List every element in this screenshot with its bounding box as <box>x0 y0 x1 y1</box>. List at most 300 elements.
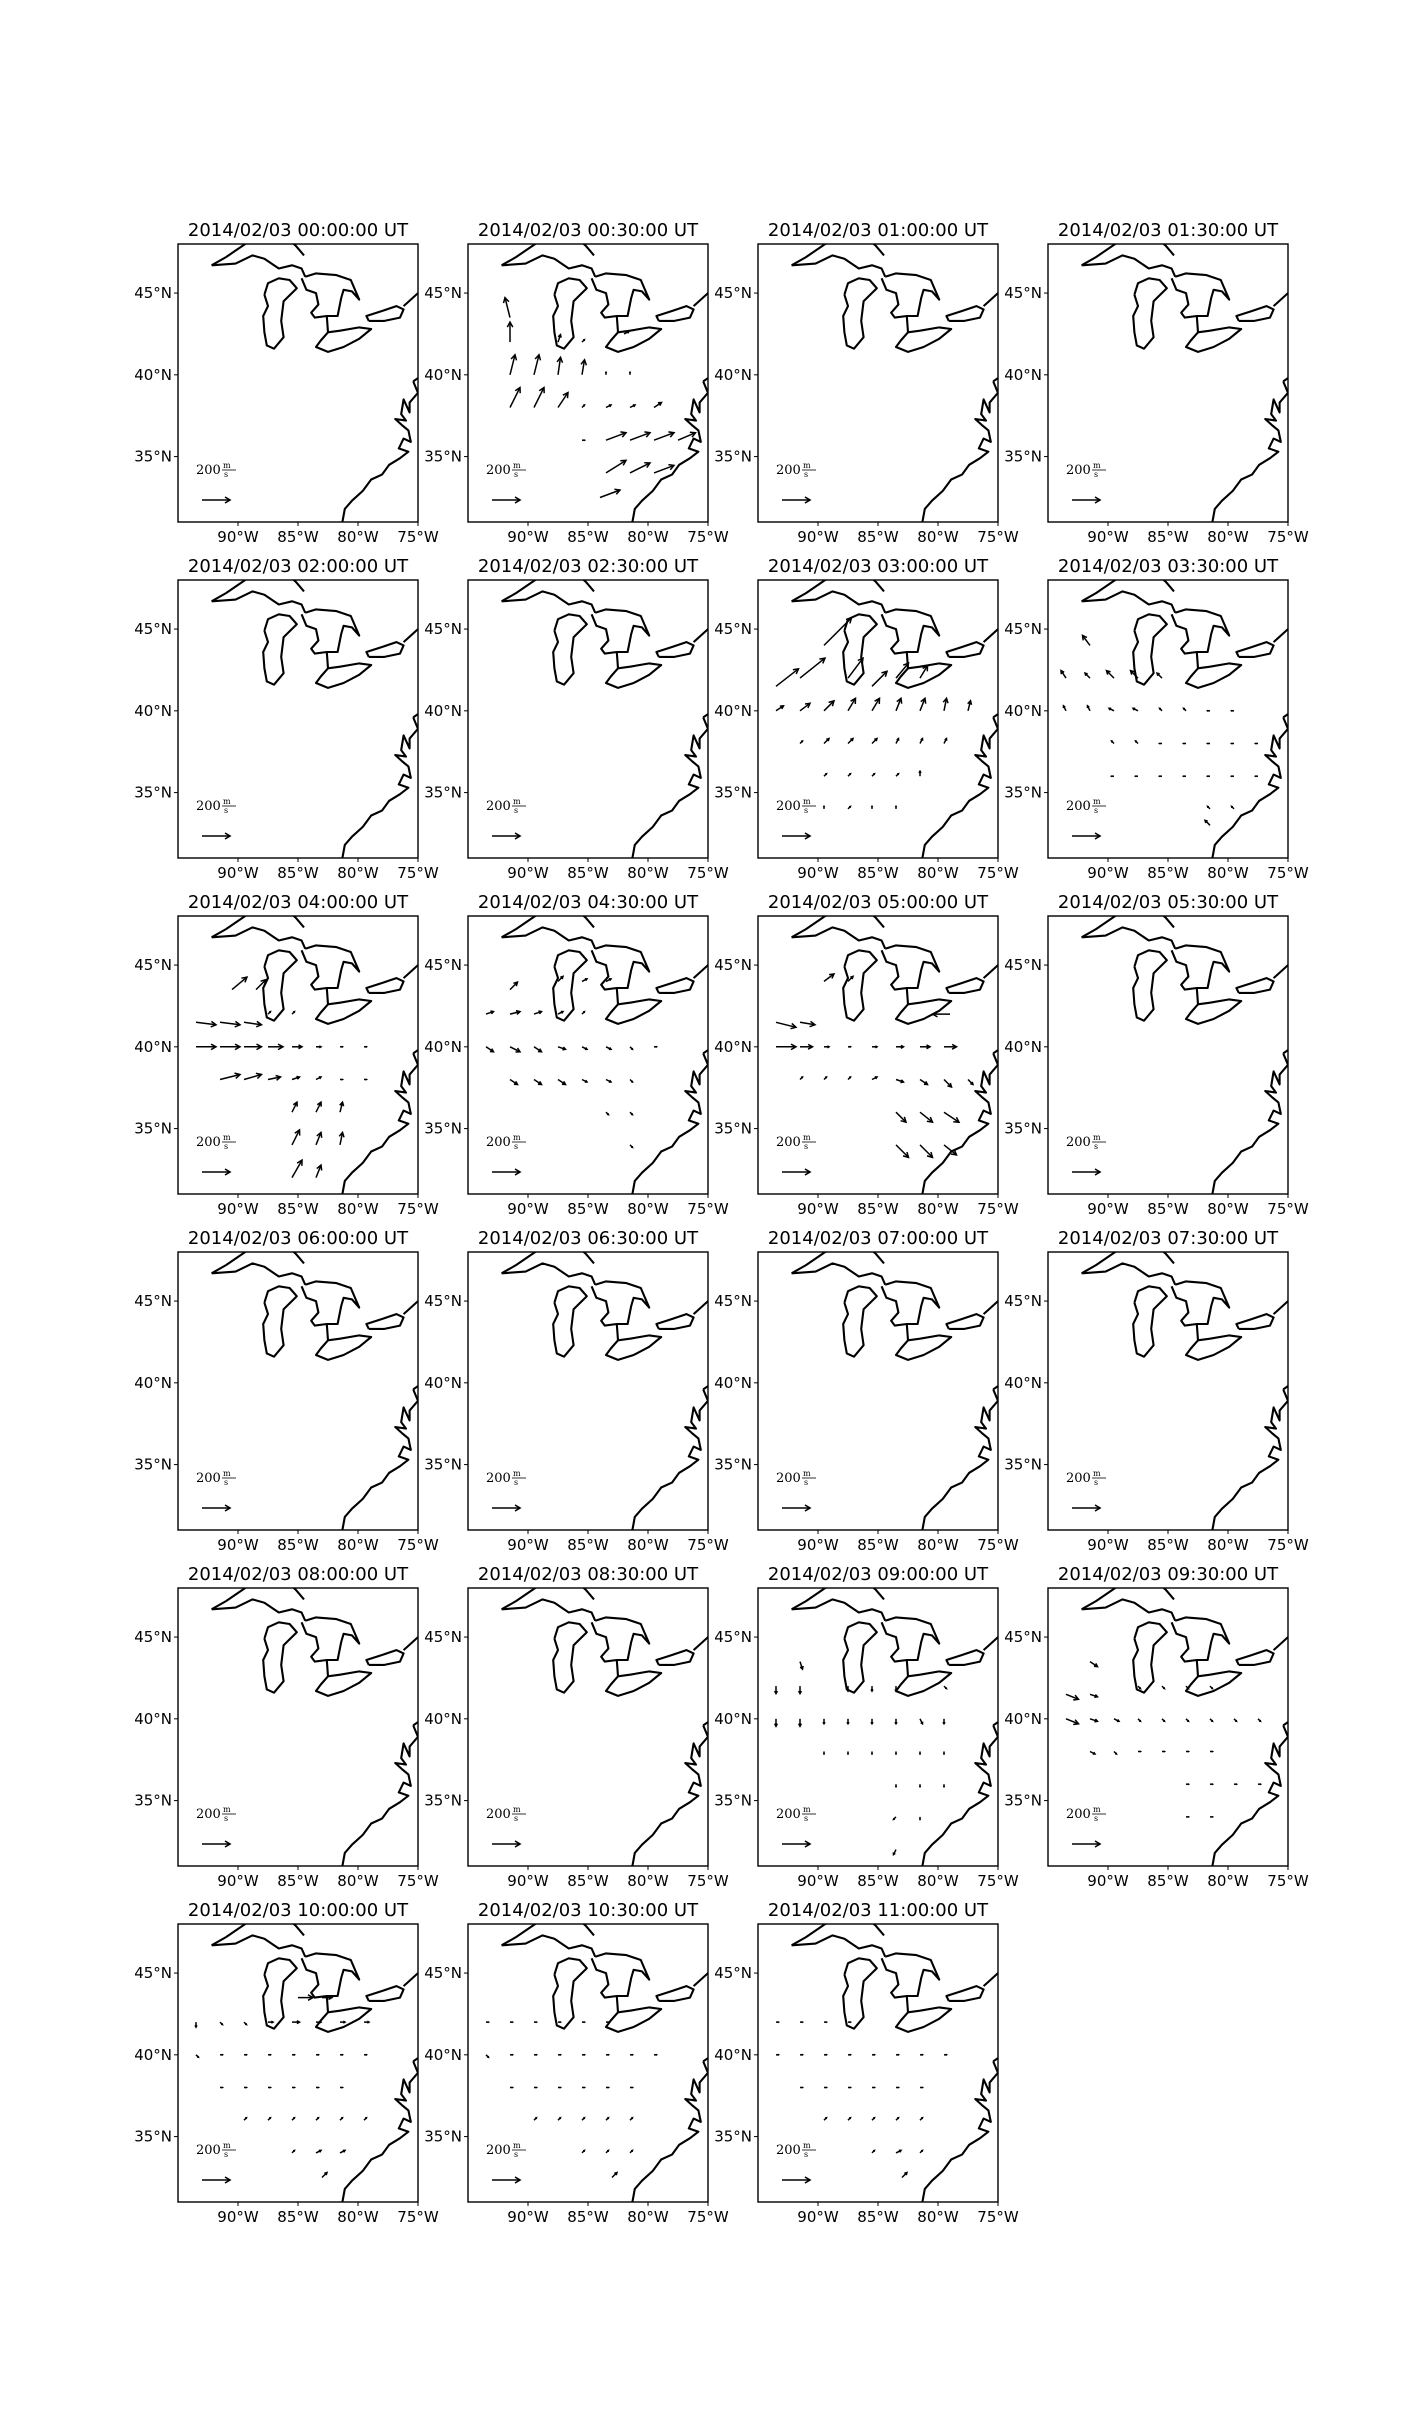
x-tick-label: 75°W <box>397 1872 439 1890</box>
wind-vector-head <box>271 2021 273 2023</box>
wind-vector-head <box>895 1689 897 1691</box>
x-tick-label: 75°W <box>977 1200 1019 1218</box>
quiver-key-units-num: m <box>1093 797 1101 806</box>
wind-vector-head <box>778 2054 779 2055</box>
wind-vector-head <box>847 1689 849 1691</box>
y-tick-label: 35°N <box>714 1455 752 1474</box>
coastline <box>212 1599 306 1620</box>
x-tick-label: 90°W <box>217 1536 259 1554</box>
wind-vector-head <box>1115 1753 1116 1754</box>
wind-vector-head <box>1139 1720 1140 1721</box>
wind-vector-head <box>896 806 897 807</box>
map-layer <box>486 1911 732 2223</box>
quiver-key-units-den: s <box>1094 1478 1099 1487</box>
coastline <box>263 1622 297 1692</box>
quiver-key-units-den: s <box>514 806 519 815</box>
x-tick-label: 90°W <box>507 2208 549 2226</box>
x-tick-label: 85°W <box>857 2208 899 2226</box>
y-tick-label: 40°N <box>1004 701 1042 720</box>
panel-frame <box>758 1924 998 2202</box>
panel-frame <box>758 580 998 858</box>
y-tick-label: 35°N <box>424 783 462 802</box>
wind-vector-head <box>1256 743 1257 744</box>
quiver-key-label: 200 <box>776 1807 801 1822</box>
coastline <box>843 1622 877 1692</box>
quiver-key-units-den: s <box>1094 806 1099 815</box>
x-tick-label: 85°W <box>277 864 319 882</box>
coastline <box>922 1053 998 1194</box>
x-tick-label: 75°W <box>397 2208 439 2226</box>
wind-vector-head <box>1163 1720 1164 1721</box>
quiver-key-units-den: s <box>514 2150 519 2159</box>
coastline <box>263 1286 297 1356</box>
wind-vector-head <box>584 440 585 441</box>
y-tick-label: 40°N <box>714 365 752 384</box>
wind-vector-head <box>246 2087 247 2088</box>
quiver-key-label: 200 <box>486 1807 511 1822</box>
quiver-key-units-num: m <box>223 1469 231 1478</box>
x-tick-label: 80°W <box>627 1200 669 1218</box>
panel <box>1004 556 1312 882</box>
coastline <box>553 614 587 684</box>
quiver-key-label: 200 <box>1066 463 1091 478</box>
panel-frame <box>178 1252 418 1530</box>
quiver-key-units-den: s <box>1094 470 1099 479</box>
wind-vector-head <box>872 1753 873 1754</box>
wind-vector-head <box>246 2054 247 2055</box>
coastline <box>502 1263 596 1284</box>
wind-vector-head <box>536 2022 537 2023</box>
y-tick-label: 45°N <box>134 1292 172 1311</box>
wind-vector-head <box>1184 776 1185 777</box>
panel-title: 2014/02/03 04:30:00 UT <box>477 892 699 913</box>
panel-frame <box>758 1252 998 1530</box>
wind-vector-head <box>920 1819 921 1820</box>
coastline <box>632 381 708 522</box>
x-tick-label: 75°W <box>687 1536 729 1554</box>
wind-vector-head <box>1235 1720 1236 1721</box>
quiver-key-units-den: s <box>804 2150 809 2159</box>
x-tick-label: 90°W <box>507 528 549 546</box>
quiver-key-units-num: m <box>223 2141 231 2150</box>
coastline <box>1274 955 1306 978</box>
wind-vector-head <box>631 1113 632 1114</box>
wind-vector-head <box>1232 743 1233 744</box>
x-tick-label: 80°W <box>337 1200 379 1218</box>
quiver-key-units-num: m <box>803 1469 811 1478</box>
wind-vector <box>232 977 247 990</box>
wind-vector-head <box>778 2022 779 2023</box>
panel-frame <box>468 1924 708 2202</box>
wind-vector <box>800 658 825 678</box>
wind-vector <box>606 460 626 473</box>
quiver-key-label: 200 <box>776 1135 801 1150</box>
panel <box>134 892 442 1218</box>
coastline <box>553 950 587 1020</box>
coastline <box>553 278 587 348</box>
coastline <box>946 1650 983 1665</box>
x-tick-label: 75°W <box>1267 528 1309 546</box>
map-layer <box>776 903 1022 1215</box>
wind-vector-head <box>1163 1687 1164 1688</box>
map-layer <box>502 1239 732 1551</box>
y-tick-label: 40°N <box>714 1037 752 1056</box>
coastline <box>263 950 297 1020</box>
wind-vector-head <box>656 2054 657 2055</box>
x-tick-label: 80°W <box>917 1536 959 1554</box>
coastline <box>366 1986 403 2001</box>
coastline <box>263 278 297 348</box>
quiver-key-units-den: s <box>224 1814 229 1823</box>
quiver-key-label: 200 <box>1066 1471 1091 1486</box>
panel <box>134 1564 442 1890</box>
quiver-key-label: 200 <box>196 463 221 478</box>
y-tick-label: 40°N <box>424 701 462 720</box>
quiver-key-label: 200 <box>776 799 801 814</box>
y-tick-label: 35°N <box>1004 447 1042 466</box>
coastline <box>843 614 877 684</box>
coastline <box>984 1963 1016 1986</box>
panel <box>424 1564 732 1890</box>
quiver-key-label: 200 <box>196 1135 221 1150</box>
panel-title: 2014/02/03 02:00:00 UT <box>187 556 409 577</box>
wind-vector-head <box>1211 1687 1212 1688</box>
x-tick-label: 85°W <box>277 2208 319 2226</box>
coastline <box>1082 1599 1176 1620</box>
x-tick-label: 90°W <box>1087 528 1129 546</box>
y-tick-label: 35°N <box>134 447 172 466</box>
wind-vector <box>872 671 887 686</box>
coastline <box>342 2061 418 2202</box>
wind-vector-head <box>1136 776 1137 777</box>
y-tick-label: 45°N <box>714 1292 752 1311</box>
quiver-key-units-den: s <box>804 1142 809 1151</box>
x-tick-label: 80°W <box>1207 864 1249 882</box>
wind-vector-head <box>512 2022 513 2023</box>
wind-vector-head <box>319 1046 321 1048</box>
y-tick-label: 35°N <box>714 1119 752 1138</box>
quiver-key-units-num: m <box>1093 1805 1101 1814</box>
y-tick-label: 45°N <box>424 956 462 975</box>
x-tick-label: 75°W <box>977 1872 1019 1890</box>
y-tick-label: 40°N <box>714 1373 752 1392</box>
x-tick-label: 80°W <box>337 1872 379 1890</box>
panel <box>714 220 1022 546</box>
wind-vector-head <box>895 1722 897 1724</box>
x-tick-label: 75°W <box>977 2208 1019 2226</box>
quiver-key-label: 200 <box>1066 1135 1091 1150</box>
wind-vector-head <box>850 2054 851 2055</box>
y-tick-label: 35°N <box>1004 1791 1042 1810</box>
panel-frame <box>758 244 998 522</box>
wind-vector-head <box>875 1046 877 1048</box>
panel-frame <box>178 580 418 858</box>
wind-vector-head <box>1232 710 1233 711</box>
wind-vector <box>534 388 544 408</box>
y-tick-label: 35°N <box>424 2127 462 2146</box>
wind-vector-head <box>222 2087 223 2088</box>
coastline <box>632 2061 708 2202</box>
map-layer <box>212 1239 442 1551</box>
wind-vector-head <box>607 1113 608 1114</box>
coastline <box>1133 1622 1167 1692</box>
wind-vector-head <box>827 1046 829 1048</box>
panel-title: 2014/02/03 06:00:00 UT <box>187 1228 409 1249</box>
y-tick-label: 40°N <box>424 1037 462 1056</box>
wind-vector-head <box>560 2054 561 2055</box>
quiver-key-units-den: s <box>224 1478 229 1487</box>
wind-vector-head <box>536 2087 537 2088</box>
y-tick-label: 45°N <box>714 1628 752 1647</box>
wind-vector-head <box>850 2022 851 2023</box>
y-tick-label: 35°N <box>714 447 752 466</box>
panel-title: 2014/02/03 08:00:00 UT <box>187 1564 409 1585</box>
quiver-key-label: 200 <box>486 1135 511 1150</box>
wind-vector-head <box>896 1786 897 1787</box>
x-tick-label: 80°W <box>627 1536 669 1554</box>
wind-vector-head <box>826 2087 827 2088</box>
coastline <box>922 717 998 858</box>
wind-vector-head <box>802 2087 803 2088</box>
panel-title: 2014/02/03 05:00:00 UT <box>767 892 989 913</box>
coastline <box>502 255 596 276</box>
coastline <box>263 614 297 684</box>
coastline <box>1236 1314 1273 1329</box>
quiver-key-units-den: s <box>514 1478 519 1487</box>
wind-vector <box>776 669 799 687</box>
panel <box>714 556 1022 882</box>
wind-vector-head <box>512 2054 513 2055</box>
map-layer <box>212 231 442 543</box>
quiver-key-label: 200 <box>776 2143 801 2158</box>
panel-title: 2014/02/03 03:30:00 UT <box>1057 556 1279 577</box>
panel <box>134 1228 442 1554</box>
coastline <box>656 1314 693 1329</box>
coastline <box>366 306 403 321</box>
x-tick-label: 90°W <box>507 1872 549 1890</box>
quiver-key-label: 200 <box>196 1471 221 1486</box>
panel-frame <box>468 1252 708 1530</box>
wind-vector-head <box>1208 776 1209 777</box>
wind-vector-head <box>318 2087 319 2088</box>
panel <box>714 1900 1022 2226</box>
panel-title: 2014/02/03 05:30:00 UT <box>1057 892 1279 913</box>
x-tick-label: 80°W <box>917 864 959 882</box>
coastline <box>366 1314 403 1329</box>
coastline <box>843 1958 877 2028</box>
x-tick-label: 90°W <box>1087 1872 1129 1890</box>
coastline <box>1133 1286 1167 1356</box>
wind-vector-head <box>560 2022 561 2023</box>
wind-vector-head <box>874 2087 875 2088</box>
coastline <box>843 950 877 1020</box>
wind-vector <box>510 388 520 408</box>
x-tick-label: 80°W <box>627 864 669 882</box>
wind-vector-head <box>1212 1817 1213 1818</box>
x-tick-label: 90°W <box>217 1200 259 1218</box>
coastline <box>342 717 418 858</box>
coastline <box>1274 283 1306 306</box>
panel-frame <box>178 1924 418 2202</box>
y-tick-label: 45°N <box>424 1628 462 1647</box>
map-layer <box>1082 231 1312 543</box>
panel-frame <box>178 916 418 1194</box>
quiver-key-label: 200 <box>776 463 801 478</box>
coastline <box>656 306 693 321</box>
wind-vector-head <box>1184 743 1185 744</box>
map-layer <box>502 1575 732 1887</box>
quiver-key-units-num: m <box>1093 1133 1101 1142</box>
wind-vector-head <box>920 1786 921 1787</box>
y-tick-label: 35°N <box>424 1791 462 1810</box>
wind-vector-head <box>656 1046 657 1047</box>
panel <box>134 556 442 882</box>
quiver-key-units-den: s <box>1094 1814 1099 1823</box>
wind-vector-head <box>632 2054 633 2055</box>
wind-vector <box>896 1145 909 1158</box>
x-tick-label: 90°W <box>217 1872 259 1890</box>
quiver-key-label: 200 <box>1066 799 1091 814</box>
wind-vector-head <box>1208 710 1209 711</box>
coastline <box>1212 1053 1288 1194</box>
y-tick-label: 45°N <box>1004 1292 1042 1311</box>
wind-vector-head <box>922 2054 923 2055</box>
map-layer <box>792 1239 1022 1551</box>
wind-vector-head <box>1188 1784 1189 1785</box>
y-tick-label: 40°N <box>714 701 752 720</box>
panel <box>134 220 442 546</box>
wind-vector-head <box>1236 1784 1237 1785</box>
x-tick-label: 85°W <box>857 1200 899 1218</box>
x-tick-label: 85°W <box>567 1536 609 1554</box>
x-tick-label: 80°W <box>337 864 379 882</box>
wind-vector-head <box>848 1753 849 1754</box>
wind-vector-head <box>270 2054 271 2055</box>
panel-frame <box>468 244 708 522</box>
wind-vector-head <box>343 2021 345 2023</box>
quiver-key-units-den: s <box>514 1142 519 1151</box>
y-tick-label: 35°N <box>134 2127 172 2146</box>
x-tick-label: 80°W <box>337 528 379 546</box>
coastline <box>366 1650 403 1665</box>
coastline <box>212 927 306 948</box>
coastline <box>632 1725 708 1866</box>
panel <box>424 1228 732 1554</box>
coastline <box>1133 614 1167 684</box>
wind-vector-head <box>631 1146 632 1147</box>
x-tick-label: 75°W <box>397 864 439 882</box>
x-tick-label: 90°W <box>797 2208 839 2226</box>
y-tick-label: 40°N <box>134 1037 172 1056</box>
y-tick-label: 40°N <box>1004 365 1042 384</box>
panel-title: 2014/02/03 09:00:00 UT <box>767 1564 989 1585</box>
y-tick-label: 45°N <box>1004 1628 1042 1647</box>
panel <box>424 892 732 1218</box>
x-tick-label: 85°W <box>567 528 609 546</box>
wind-vector-head <box>894 1818 895 1819</box>
y-tick-label: 40°N <box>714 1709 752 1728</box>
coastline <box>632 717 708 858</box>
coastline <box>656 1650 693 1665</box>
wind-vector <box>630 463 650 473</box>
wind-vector-head <box>608 2022 609 2023</box>
wind-vector-head <box>826 2022 827 2023</box>
panel-title: 2014/02/03 08:30:00 UT <box>477 1564 699 1585</box>
y-tick-label: 40°N <box>134 1373 172 1392</box>
wind-vector-head <box>245 2023 246 2024</box>
wind-vector-head <box>850 2087 851 2088</box>
quiver-key-units-num: m <box>513 2141 521 2150</box>
panel-frame <box>178 244 418 522</box>
wind-vector-head <box>631 1081 632 1082</box>
y-tick-label: 45°N <box>1004 284 1042 303</box>
quiver-key-units-den: s <box>804 470 809 479</box>
panel-title: 2014/02/03 07:00:00 UT <box>767 1228 989 1249</box>
y-tick-label: 40°N <box>714 2045 752 2064</box>
y-tick-label: 40°N <box>134 701 172 720</box>
x-tick-label: 90°W <box>797 1200 839 1218</box>
panel <box>1004 1564 1312 1890</box>
coastline <box>946 978 983 993</box>
wind-vector-head <box>1211 1720 1212 1721</box>
wind-vector-head <box>847 1722 849 1724</box>
x-tick-label: 75°W <box>977 864 1019 882</box>
wind-vector-head <box>850 1046 851 1047</box>
panel-title: 2014/02/03 01:00:00 UT <box>767 220 989 241</box>
y-tick-label: 40°N <box>424 1373 462 1392</box>
x-tick-label: 75°W <box>687 864 729 882</box>
coastline <box>946 642 983 657</box>
y-tick-label: 45°N <box>1004 620 1042 639</box>
panel-frame <box>1048 1252 1288 1530</box>
wind-vector-head <box>1259 1720 1260 1721</box>
map-layer <box>775 1575 1022 1887</box>
x-tick-label: 80°W <box>627 1872 669 1890</box>
coastline <box>1133 950 1167 1020</box>
x-tick-label: 85°W <box>857 528 899 546</box>
wind-vector-head <box>824 806 825 807</box>
coastline <box>1236 642 1273 657</box>
coastline <box>1082 255 1176 276</box>
wind-vector-head <box>366 2054 367 2055</box>
x-tick-label: 85°W <box>1147 1872 1189 1890</box>
y-tick-label: 35°N <box>134 783 172 802</box>
coastline <box>1082 927 1176 948</box>
wind-vector-head <box>221 2023 222 2024</box>
coastline <box>1236 1650 1273 1665</box>
panel <box>1004 892 1312 1218</box>
quiver-key-units-den: s <box>224 2150 229 2159</box>
x-tick-label: 75°W <box>1267 1536 1309 1554</box>
y-tick-label: 35°N <box>424 1119 462 1138</box>
y-tick-label: 45°N <box>134 956 172 975</box>
coastline <box>502 1599 596 1620</box>
x-tick-label: 90°W <box>507 1536 549 1554</box>
quiver-key-units-num: m <box>223 1133 231 1142</box>
x-tick-label: 85°W <box>1147 1536 1189 1554</box>
map-layer <box>196 903 442 1215</box>
panel-title: 2014/02/03 09:30:00 UT <box>1057 1564 1279 1585</box>
coastline <box>1212 381 1288 522</box>
wind-vector-head <box>631 1048 632 1049</box>
map-layer <box>195 1911 442 2223</box>
coastline <box>1133 278 1167 348</box>
panel-frame <box>758 1588 998 1866</box>
wind-vector-head <box>943 1722 945 1724</box>
panel-frame <box>1048 580 1288 858</box>
wind-vector-head <box>366 1079 367 1080</box>
quiver-key-label: 200 <box>486 799 511 814</box>
